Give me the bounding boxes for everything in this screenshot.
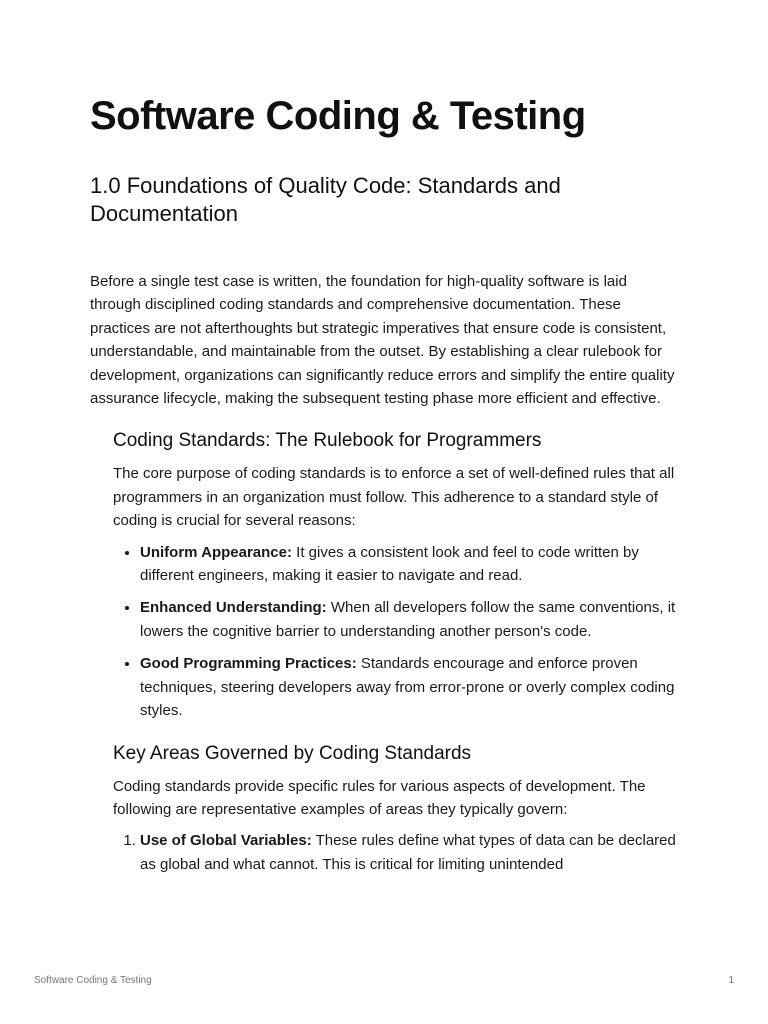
list-item	[140, 652, 680, 722]
coding-standards-heading: Coding Standards: The Rulebook for Programmers	[113, 430, 542, 452]
page-footer	[34, 975, 734, 986]
list-item	[140, 596, 680, 643]
reasons-list	[113, 541, 680, 723]
key-areas-paragraph: Coding standards provide specific rules for various aspects of development. The following are representative examples of areas they typically govern:	[113, 777, 646, 818]
list-item	[140, 829, 680, 876]
intro-paragraph: Before a single test case is written, the foundation for high-quality software is laid through disciplined coding standards and comprehensive documentation. These practices are not afterthoughts but strategic imperatives that ensure code is consistent, understandable, and maintainable from the outset. By establishing a clear rulebook for development, organizations can significantly reduce errors and simplify the entire quality assurance lifecycle, making the subsequent testing phase more efficient and effective.	[90, 273, 675, 408]
coding-standards-paragraph: The core purpose of coding standards is to enforce a set of well-defined rules that all programmers in an organization must follow. This adherence to a standard style of coding is crucial for several reasons:	[113, 465, 675, 530]
page-number: 1	[728, 975, 734, 986]
list-item	[140, 541, 680, 588]
list-item-text: These rules define what types of data can be declared as global and what cannot. This is critical for limiting unintended	[140, 832, 676, 873]
footer-title: Software Coding & Testing	[34, 975, 152, 986]
list-item-text: When all developers follow the same conventions, it lowers the cognitive barrier to understanding another person's code.	[140, 599, 676, 640]
section-heading: 1.0 Foundations of Quality Code: Standards and Documentation	[90, 173, 561, 226]
key-areas-list	[113, 829, 680, 876]
page-content	[90, 90, 680, 885]
list-item-term: Use of Global Variables:	[140, 832, 312, 850]
list-item-term: Good Programming Practices:	[140, 655, 357, 673]
document-title: Software Coding & Testing	[90, 94, 586, 138]
list-item-text: It gives a consistent look and feel to code written by different engineers, making it easier to navigate and read.	[140, 543, 639, 585]
list-item-term: Uniform Appearance:	[140, 543, 292, 561]
coding-standards-section	[113, 428, 680, 876]
list-item-text: Standards encourage and enforce proven techniques, steering developers away from error-prone or overly complex coding styles.	[140, 655, 675, 720]
key-areas-heading: Key Areas Governed by Coding Standards	[113, 742, 472, 764]
list-item-term: Enhanced Understanding:	[140, 599, 327, 617]
